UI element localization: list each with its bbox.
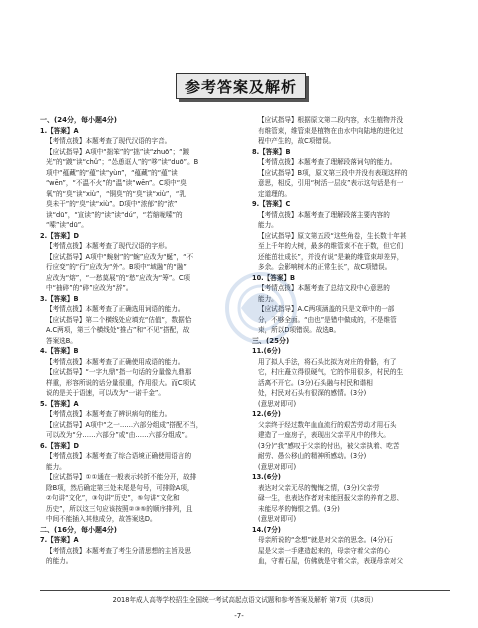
text-line: 未能尽孝的悔恨之情。(3分) <box>258 504 340 513</box>
text-line: 【考情点拨】本题考查了正确选用词语的能力。 <box>46 305 185 313</box>
answer-heading: 6.【答案】D <box>40 441 79 450</box>
text-line: 【考情点拨】本题考查了综合语境正确使用语言的 <box>46 452 192 460</box>
text-line: 【应试指导】“一字九鼎”指一句话的分量像九鼎那 <box>46 368 192 376</box>
text-line: 束，所以D项错误。故选B。 <box>258 326 341 334</box>
text-line: 【应试指导】B项，原文第三段中并没有表现这样的 <box>258 168 408 177</box>
section-banner <box>176 73 306 99</box>
text-line: 【考情点拨】本题考查了总结文段中心意思的 <box>258 284 390 292</box>
text-line: 【考情点拨】本题考查了现代汉语的字形。 <box>46 242 172 250</box>
text-line: 【应试指导】A.C两项涵盖的只是文章中的一部 <box>258 305 395 313</box>
text-line: 定道理的。 <box>258 189 291 198</box>
answer-heading: 10.【答案】B <box>252 273 296 282</box>
answer-heading: 4.【答案】B <box>40 347 79 355</box>
text-line: 【应试指导】原文第五段“这些角卷，生长数十年甚 <box>258 231 407 240</box>
text-line: 多余。会影响树木的正常生长”，故C项错误。 <box>258 263 392 271</box>
text-line: 历史”，所以这三句应该按照②③⑤的顺序排列，且 <box>46 504 193 513</box>
text-line: 还能茁壮成长”，并没有说“是兼的维管束却差异， <box>258 252 404 261</box>
text-line: (3分)“我”感叹于父亲的付出，被父亲执着、吃苦 <box>258 441 400 450</box>
text-line: 应改为“熔”，“一愁莫展”的“愁”应改为“筹”。C项 <box>46 273 191 282</box>
text-line: 分，不够全面。“由也”是错中做成的，不是维管 <box>258 315 397 324</box>
section-heading: 三、(25分) <box>252 336 290 345</box>
text-line: 父亲终于经过数年血血流行的艰苦劳动才用石头 <box>258 420 397 429</box>
text-line: 【应试指导】A项中“拙笨”的“拙”读“zhuō”；“踱 <box>46 147 190 156</box>
text-line: 【应试指导】①①通在一般表示转折不能分开，故排 <box>46 473 197 481</box>
text-line: 母亲所说的“念想”就是对父亲的思念。(4分)石 <box>258 536 393 544</box>
answer-heading: 8.【答案】B <box>252 147 291 156</box>
text-line: 活离不开它。(3分)石头融与村民和谐相 <box>258 378 373 387</box>
section-heading: 二、(16分，每小题4分) <box>40 525 118 534</box>
text-line: 屋是父亲一手建造起来的，母亲守着父亲的心 <box>258 546 390 555</box>
text-line: 臭未干”的“臭”读“xiù”。D项中“浓郁”的“浓” <box>46 200 178 208</box>
text-line: A.C两项，第三个横线处“推占”和“不见”搭配，故 <box>46 326 190 334</box>
text-line: 表达对父亲无尽的愧悔之情，(3分)父亲劳 <box>258 483 380 492</box>
text-line: (意思对即可) <box>258 515 297 523</box>
text-line: 【考情点拨】本题考查了辨识病句的能力。 <box>46 410 172 418</box>
text-line: 的能力。 <box>46 557 73 565</box>
text-line: 它，村庄矗立得很硬气，它的作用很多，村民的生 <box>258 368 404 376</box>
answer-heading: 9.【答案】C <box>252 200 291 208</box>
answer-heading: 3.【答案】B <box>40 294 79 303</box>
text-line: 【考情点拨】本题考查了正确使用成语的能力。 <box>46 357 185 366</box>
left-column <box>40 115 248 567</box>
text-line: 中间不能插入其他成分，故答案选D。 <box>46 515 157 523</box>
section-heading: 一、(24分，每小题4分) <box>40 116 118 124</box>
text-line: 【应试指导】A项中“之一……六部分组成”搭配不当， <box>46 420 203 429</box>
answer-heading: 7.【答案】A <box>40 536 79 544</box>
text-line: 耐劳、愚公移山的精神所感动。(3分) <box>258 452 367 460</box>
text-line: “嗦”读“dū”。 <box>46 221 88 229</box>
text-line: 用了拟人手法，将石头比拟为对庄的骨骼，有了 <box>258 357 397 366</box>
text-line: 【考情点拨】本题考查了考生分清思想的主旨及思 <box>46 546 192 555</box>
text-line: 能力。 <box>258 221 278 229</box>
text-line: 能力。 <box>258 294 278 303</box>
text-line: 【考情点拨】本题考查了理解段落主要内容的 <box>258 210 390 219</box>
text-line: 有维管束，维管束是植物在由水中向陆地的进化过 <box>258 126 404 135</box>
text-line: 行应变”的“行”应改为“外”。B项中“域融”的“融” <box>46 263 187 271</box>
text-line: 答案选B。 <box>46 336 77 345</box>
answer-heading: 14.(7分) <box>252 525 281 534</box>
text-line: 【应试指导】根据原文第二段内容，水生植物并没 <box>258 116 404 124</box>
answer-heading: 13.(6分) <box>252 473 281 481</box>
text-line: 血，守着石屋，仿佛就是守着父亲，表现母亲对父 <box>258 557 404 565</box>
text-line: 氧”的“臭”读“xiù”，“铜臭”的“臭”读“xiù”，“乳 <box>46 189 186 198</box>
text-line: 【考情点拨】本题考查了理解段落词句的能力。 <box>258 158 397 166</box>
text-line: 光”的“踱”读“chǔ”；“怂恿诓人”的“哆”读“duō”。B <box>46 158 199 166</box>
text-line: 说的是关于语速，可以改为“一诺千金”。 <box>46 389 165 397</box>
text-line: 处，村民对石头有很深的感情。(3分) <box>258 389 367 397</box>
footer-text: 2018年成人高等学校招生全国统一考试高起点语文试题和参考答案及解析 第7页（共8页） <box>112 596 378 604</box>
answer-heading: 12.(6分) <box>252 410 281 418</box>
banner-title: 参考答案及解析 <box>184 78 297 96</box>
text-line: 【应试指导】A项中“蜿射”的“蜿”应改为“蜒”，“不 <box>46 252 194 261</box>
answer-heading: 2.【答案】D <box>40 231 79 240</box>
text-line: (意思对即可) <box>258 399 297 408</box>
text-line: 【考情点拨】本题考查了现代汉语的字音。 <box>46 137 172 145</box>
text-line: 能力。 <box>46 462 66 471</box>
answer-heading: 1.【答案】A <box>40 126 79 135</box>
text-line: 建造了一座房子，表现出父亲平凡中的伟大。 <box>258 431 390 439</box>
text-line: 读“dū”，“宣读”的“读”读“dú”，“若缩咙嗦”的 <box>46 210 183 219</box>
text-line: (意思对即可) <box>258 462 297 471</box>
text-line: 碌一生，也表达作者对未能回报父亲的养育之恩、 <box>258 494 404 502</box>
answer-heading: 5.【答案】A <box>40 399 79 408</box>
page-number: -7- <box>234 612 244 620</box>
text-line: 可以改为“分……六部分”或“由……六部分组成”。 <box>46 431 192 439</box>
text-line: 除B项，然后确定第三处未尾是句号，可排除A项， <box>46 483 194 492</box>
text-line: ②句讲“文化”，③句讲“历史”，⑤句讲“文化和 <box>46 494 180 502</box>
footer-bar <box>40 590 450 604</box>
text-line: 【应试指导】第二个横线处应填充“估值”，数据恰 <box>46 315 192 324</box>
text-line: “wēn”，“不温不火”的“温”读“wēn”。C项中“臭 <box>46 179 187 187</box>
text-line: 至上千年的大树，最多的维管束不在于数，但它们 <box>258 242 404 250</box>
text-line: 样重，形容所说的话分量很重，作用很大。而C项试 <box>46 378 196 387</box>
right-column <box>252 115 460 567</box>
text-line: 程中产生的，故C项错误。 <box>258 137 336 145</box>
answer-heading: 11.(6分) <box>252 347 281 355</box>
text-line: 项中“蕴藏”的“蕴”读“yùn”，“蕴藏”的“蕴”读 <box>46 168 178 177</box>
text-line: 中“抽碎”的“碎”应改为“辞”。 <box>46 284 133 292</box>
text-line: 意思，相反，引用“树活一层皮”表示这句话是有一 <box>258 179 404 187</box>
